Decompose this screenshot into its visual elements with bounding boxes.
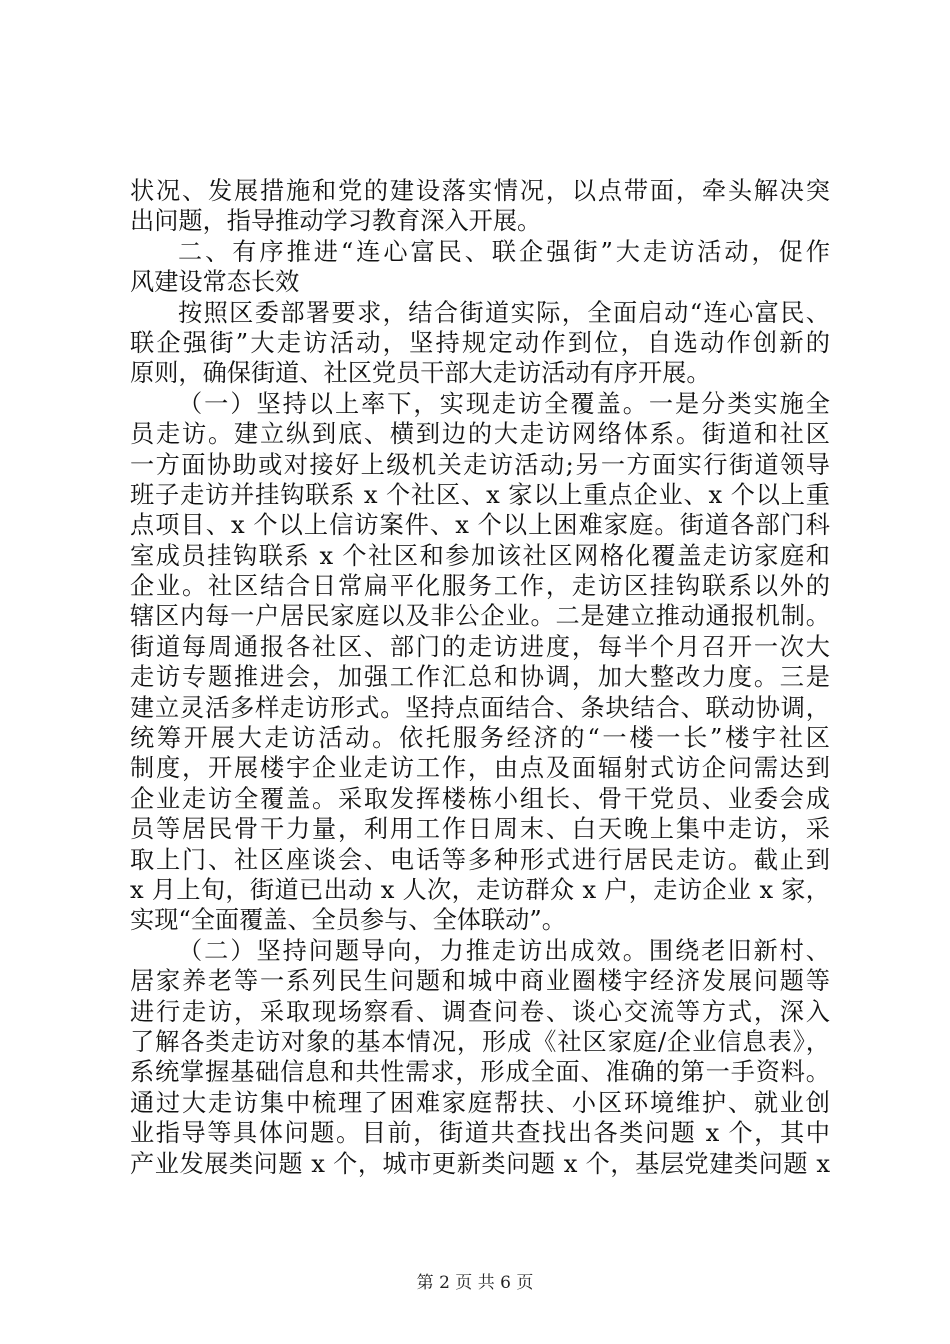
text-line: 出问题，指导推动学习教育深入开展。 [130, 207, 542, 236]
text-line: 点项目、x 个以上信访案件、x 个以上困难家庭。街道各部门科 [130, 511, 830, 540]
text-line: 状况、发展措施和党的建设落实情况，以点带面，牵头解决突 [130, 177, 830, 205]
text-line: 班子走访并挂钩联系 x 个社区、x 家以上重点企业、x 个以上重 [130, 480, 830, 509]
subsection-line: （一）坚持以上率下，实现走访全覆盖。一是分类实施全 [178, 389, 830, 418]
document-body [130, 176, 830, 1179]
text-line: 辖区内每一户居民家庭以及非公企业。二是建立推动通报机制。 [130, 602, 830, 631]
section-heading-line: 二、有序推进“连心富民、联企强街”大走访活动，促作 [178, 237, 830, 266]
text-line: 实现“全面覆盖、全员参与、全体联动”。 [130, 906, 566, 935]
text-line: 建立灵活多样走访形式。坚持点面结合、条块结合、联动协调， [130, 693, 830, 722]
text-line: 业指导等具体问题。目前，街道共查找出各类问题 x 个，其中 [130, 1119, 830, 1148]
text-line: x 月上旬，街道已出动 x 人次，走访群众 x 户，走访企业 x 家， [130, 875, 830, 904]
text-line: 原则，确保街道、社区党员干部大走访活动有序开展。 [130, 359, 711, 388]
text-line: 居家养老等一系列民生问题和城中商业圈楼宇经济发展问题等 [130, 967, 830, 996]
text-line: 产业发展类问题 x 个，城市更新类问题 x 个，基层党建类问题 x [130, 1149, 830, 1178]
text-line: 企业。社区结合日常扁平化服务工作，走访区挂钩联系以外的 [130, 572, 830, 601]
text-line: 了解各类走访对象的基本情况，形成《社区家庭/企业信息表》， [130, 1027, 830, 1056]
text-line: 通过大走访集中梳理了困难家庭帮扶、小区环境维护、就业创 [130, 1088, 830, 1117]
text-line: 室成员挂钩联系 x 个社区和参加该社区网格化覆盖走访家庭和 [130, 541, 830, 570]
text-line: 员走访。建立纵到底、横到边的大走访网络体系。街道和社区 [130, 420, 830, 449]
subsection-line: （二）坚持问题导向，力推走访出成效。围绕老旧新村、 [178, 936, 830, 965]
text-line: 统筹开展大走访活动。依托服务经济的“一楼一长”楼宇社区 [130, 724, 830, 753]
text-line: 员等居民骨干力量，利用工作日周末、白天晚上集中走访，采 [130, 815, 830, 844]
text-line: 企业走访全覆盖。采取发挥楼栋小组长、骨干党员、业委会成 [130, 784, 830, 813]
text-line: 一方面协助或对接好上级机关走访活动;另一方面实行街道领导 [130, 450, 830, 479]
page-number-footer: 第 2 页 共 6 页 [416, 1273, 534, 1293]
text-line: 按照区委部署要求，结合街道实际，全面启动“连心富民、 [178, 298, 830, 327]
text-line: 街道每周通报各社区、部门的走访进度，每半个月召开一次大 [130, 632, 830, 661]
text-line: 系统掌握基础信息和共性需求，形成全面、准确的第一手资料。 [130, 1058, 830, 1087]
text-line: 联企强街”大走访活动，坚持规定动作到位，自选动作创新的 [130, 328, 830, 357]
section-heading-line: 风建设常态长效 [130, 268, 300, 297]
text-line: 制度，开展楼宇企业走访工作，由点及面辐射式访企问需达到 [130, 754, 830, 783]
text-line: 取上门、社区座谈会、电话等多种形式进行居民走访。截止到 [130, 845, 830, 874]
text-line: 进行走访，采取现场察看、调查问卷、谈心交流等方式，深入 [130, 997, 830, 1026]
text-line: 走访专题推进会，加强工作汇总和协调，加大整改力度。三是 [130, 663, 830, 692]
